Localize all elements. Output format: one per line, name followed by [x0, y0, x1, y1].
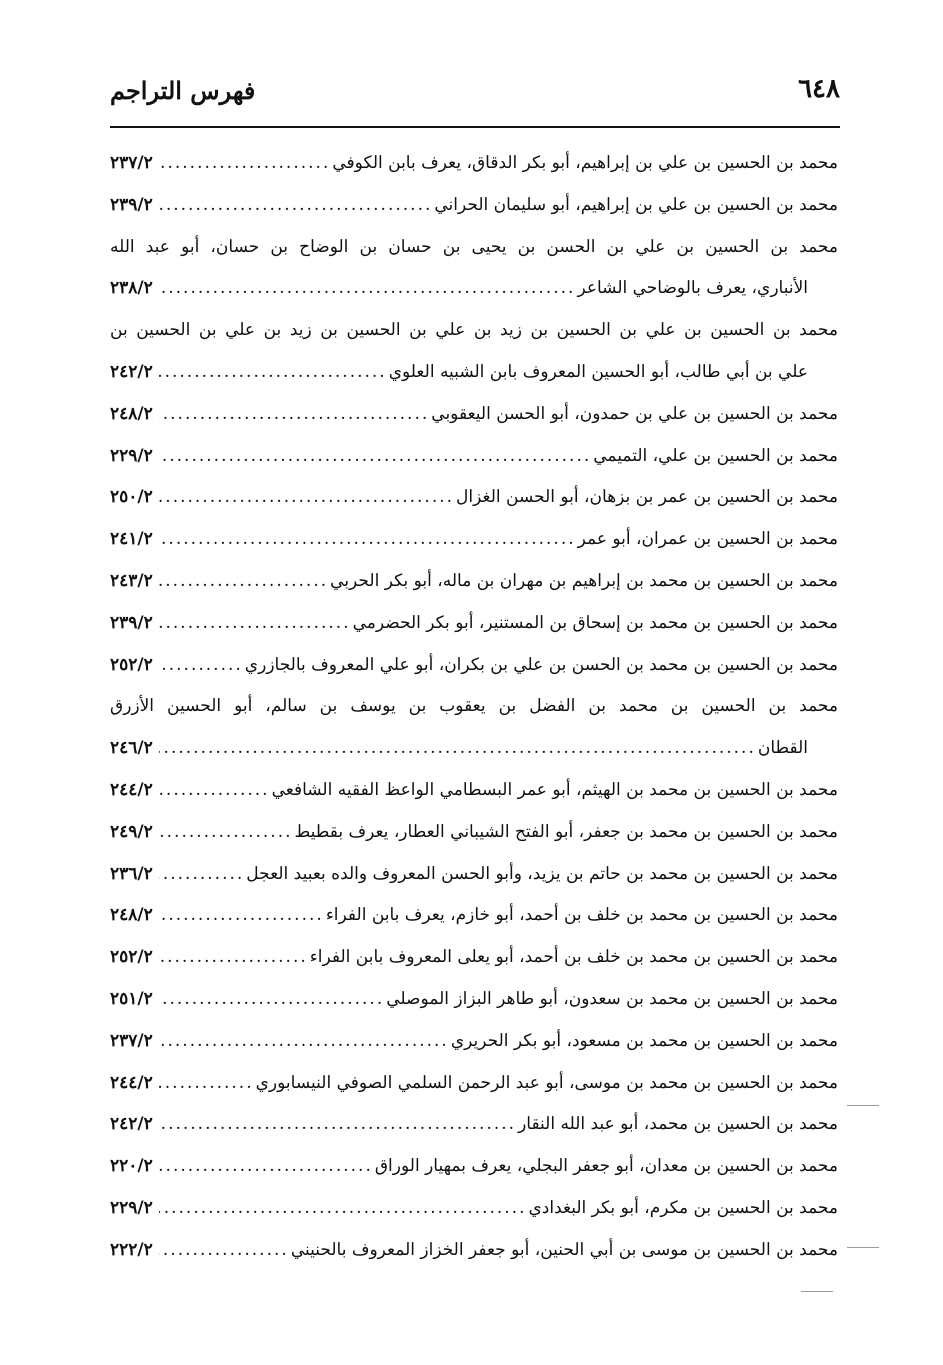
- margin-mark: [801, 1291, 833, 1292]
- entry-line: [110, 854, 838, 896]
- entry-text: علي بن أبي طالب، أبو الحسين المعروف بابن الشبيه العلوي: [388, 361, 808, 382]
- dot-leader: [159, 519, 576, 561]
- entry-reference: ٢٣٦/٢: [110, 863, 153, 884]
- entry-line: [110, 561, 838, 603]
- entry-line: [110, 143, 838, 185]
- entry-line: [110, 645, 838, 687]
- entry-reference: ٢٢٩/٢: [110, 1197, 153, 1218]
- dot-leader: [159, 436, 592, 478]
- page-number: ٦٤٨: [798, 74, 840, 104]
- entry-reference: ٢٣٩/٢: [110, 612, 153, 633]
- entry-text: محمد بن الحسين بن محمد بن سعدون، أبو طاهر البزاز الموصلي: [386, 988, 838, 1009]
- entry-reference: ٢٤٨/٢: [110, 905, 153, 926]
- entry-reference: ٢٥١/٢: [110, 988, 153, 1009]
- entry-line: [110, 1188, 838, 1230]
- entry-reference: ٢٤٤/٢: [110, 779, 153, 800]
- entry-line: [110, 937, 838, 979]
- entry-reference: ٢٥٢/٢: [110, 654, 153, 675]
- entry-line: [110, 1063, 838, 1105]
- entry-text: محمد بن الحسين بن عمر بن بزهان، أبو الحسن الغزال: [456, 487, 838, 508]
- entry-text: محمد بن الحسين بن محمد بن الحسن بن علي بن بكران، أبو علي المعروف بالجازري: [244, 654, 838, 675]
- page-title: فهرس التراجم: [110, 76, 256, 105]
- dot-leader: [159, 1104, 516, 1146]
- entry-line: [110, 603, 838, 645]
- entry-reference: ٢٢٢/٢: [110, 1239, 153, 1260]
- dot-leader: [159, 1063, 254, 1105]
- dot-leader: [159, 394, 430, 436]
- margin-mark: [847, 1247, 879, 1248]
- entry-reference: ٢٢٩/٢: [110, 445, 153, 466]
- entry-line: [110, 979, 838, 1021]
- entry-text: محمد بن الحسين بن محمد بن إبراهيم بن مهران بن ماله، أبو بكر الحربي: [330, 570, 838, 591]
- entry-reference: ٢٤٩/٢: [110, 821, 153, 842]
- entry-text: محمد بن الحسين بن علي بن الحسين بن زيد بن علي بن الحسين بن زيد بن علي بن الحسين بن: [110, 320, 838, 341]
- dot-leader: [159, 937, 308, 979]
- entry-text: محمد بن الحسين بن محمد بن موسى، أبو عبد الرحمن السلمي الصوفي النيسابوري: [255, 1072, 838, 1093]
- entry-text: محمد بن الحسين بن محمد بن الفضل بن يعقوب بن يوسف بن سالم، أبو الحسين الأزرق: [110, 696, 838, 717]
- entry-text: محمد بن الحسين بن محمد، أبو عبد الله النقار: [518, 1114, 838, 1135]
- entry-reference: ٢٤٣/٢: [110, 570, 153, 591]
- dot-leader: [159, 812, 293, 854]
- entry-text: محمد بن الحسين بن علي بن إبراهيم، أبو بكر الدقاق، يعرف بابن الكوفي: [332, 153, 838, 173]
- dot-leader: [159, 185, 433, 227]
- dot-leader: [159, 1230, 289, 1272]
- entry-line: [110, 310, 838, 352]
- entry-text: القطان: [757, 738, 808, 759]
- entry-text: محمد بن الحسين بن محمد بن مسعود، أبو بكر الحريري: [450, 1030, 838, 1051]
- dot-leader: [159, 1021, 449, 1063]
- dot-leader: [159, 728, 756, 770]
- entry-line: [110, 728, 838, 770]
- entry-reference: ٢٣٧/٢: [110, 153, 153, 173]
- entry-reference: ٢٤٨/٢: [110, 403, 153, 424]
- entry-line: [110, 686, 838, 728]
- entry-line: [110, 394, 838, 436]
- dot-leader: [159, 895, 324, 937]
- entry-text: محمد بن الحسين بن عمران، أبو عمر: [577, 529, 838, 550]
- entry-text: محمد بن الحسين بن علي بن إبراهيم، أبو سليمان الحراني: [434, 194, 838, 215]
- entry-line: [110, 812, 838, 854]
- dot-leader: [159, 1146, 373, 1188]
- dot-leader: [159, 645, 243, 687]
- entry-reference: ٢٥٠/٢: [110, 487, 153, 508]
- dot-leader: [159, 979, 385, 1021]
- dot-leader: [159, 770, 270, 812]
- dot-leader: [159, 854, 245, 896]
- dot-leader: [159, 561, 328, 603]
- entry-text: محمد بن الحسين بن موسى بن أبي الحنين، أبو جعفر الخزاز المعروف بالحنيني: [290, 1239, 838, 1260]
- dot-leader: [159, 268, 576, 310]
- entry-line: [110, 352, 838, 394]
- entry-line: [110, 1021, 838, 1063]
- entry-line: [110, 519, 838, 561]
- entry-reference: ٢٣٩/٢: [110, 194, 153, 215]
- entry-line: [110, 770, 838, 812]
- entries-list: [110, 143, 838, 1272]
- margin-mark: [847, 1105, 879, 1106]
- page-header: [110, 74, 840, 118]
- entry-text: محمد بن الحسين بن محمد بن جعفر، أبو الفتح الشيباني العطار، يعرف بقطيط: [294, 821, 838, 842]
- dot-leader: [159, 477, 454, 519]
- entry-line: [110, 1230, 838, 1272]
- entry-text: محمد بن الحسين بن علي بن حمدون، أبو الحسن اليعقوبي: [431, 403, 838, 424]
- entry-reference: ٢٤٢/٢: [110, 1114, 153, 1135]
- entry-line: [110, 185, 838, 227]
- entry-reference: ٢٣٧/٢: [110, 1030, 153, 1051]
- header-rule: [110, 126, 840, 128]
- entry-text: محمد بن الحسين بن محمد بن إسحاق بن المستنير، أبو بكر الحضرمي: [352, 612, 838, 633]
- entry-reference: ٢٤١/٢: [110, 529, 153, 550]
- entry-line: [110, 1104, 838, 1146]
- entry-text: محمد بن الحسين بن علي بن الحسن بن يحيى بن حسان بن الوضاح بن حسان، أبو عبد الله: [110, 236, 838, 257]
- entry-reference: ٢٣٨/٢: [110, 278, 153, 299]
- dot-leader: [159, 603, 351, 645]
- entry-line: [110, 1146, 838, 1188]
- entry-text: الأنباري، يعرف بالوضاحي الشاعر: [577, 278, 808, 299]
- entry-line: [110, 436, 838, 478]
- entry-reference: ٢٤٤/٢: [110, 1072, 153, 1093]
- entry-reference: ٢٤٦/٢: [110, 738, 153, 759]
- entry-reference: ٢٥٢/٢: [110, 947, 153, 968]
- dot-leader: [159, 143, 331, 185]
- dot-leader: [159, 1188, 527, 1230]
- entry-line: [110, 477, 838, 519]
- entry-text: محمد بن الحسين بن محمد بن الهيثم، أبو عمر البسطامي الواعظ الفقيه الشافعي: [271, 779, 838, 800]
- entry-text: محمد بن الحسين بن مكرم، أبو بكر البغدادي: [528, 1197, 838, 1218]
- dot-leader: [159, 352, 387, 394]
- entry-reference: ٢٢٠/٢: [110, 1156, 153, 1177]
- entry-text: محمد بن الحسين بن معدان، أبو جعفر البجلي، يعرف بمهيار الوراق: [374, 1156, 838, 1177]
- entry-text: محمد بن الحسين بن علي، التميمي: [593, 445, 838, 466]
- entry-text: محمد بن الحسين بن محمد بن خلف بن أحمد، أبو خازم، يعرف بابن الفراء: [325, 905, 838, 926]
- entry-line: [110, 227, 838, 269]
- entry-text: محمد بن الحسين بن محمد بن حاتم بن يزيد، وأبو الحسن المعروف والده بعبيد العجل: [246, 863, 838, 884]
- entry-text: محمد بن الحسين بن محمد بن خلف بن أحمد، أبو يعلى المعروف بابن الفراء: [309, 947, 838, 968]
- entry-reference: ٢٤٢/٢: [110, 361, 153, 382]
- entry-line: [110, 268, 838, 310]
- entry-line: [110, 895, 838, 937]
